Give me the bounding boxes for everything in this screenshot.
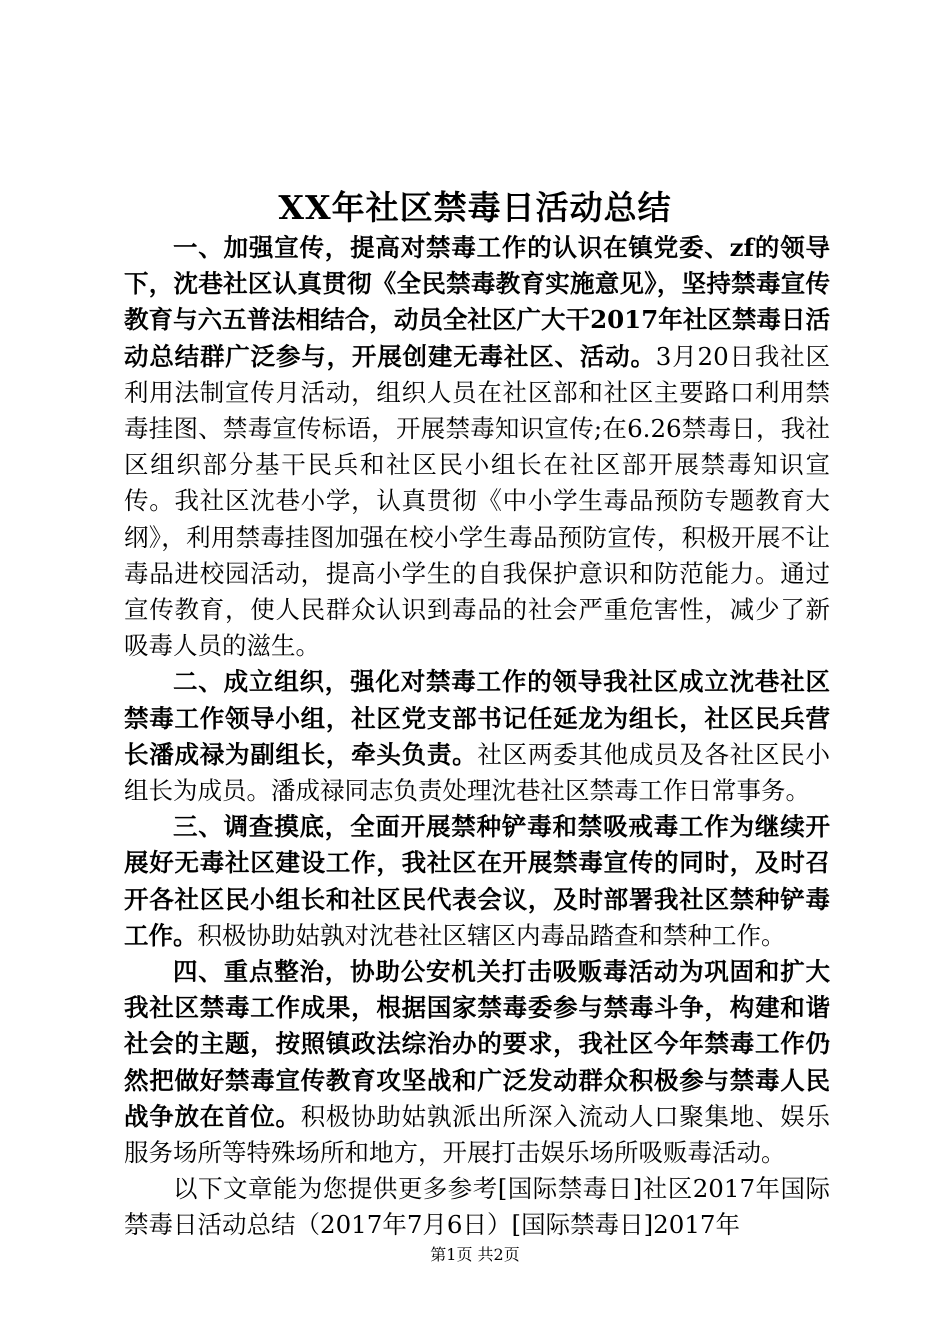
paragraph-4-text: 积极协助姑孰派出所深入流动人口聚集地、娱乐服务场所等特殊场所和地方，开展打击娱乐场所吸贩毒活动。: [124, 1101, 831, 1168]
paragraph-1-text: 3月20日我社区利用法制宣传月活动，组织人员在社区部和社区主要路口利用禁毒挂图、禁毒宣传标语，开展禁毒知识宣传;在6.26禁毒日，我社区组织部分基干民兵和社区民小组长在社区部开展禁毒知识宣传。我社区沈巷小学，认真贯彻《中小学生毒品预防专题教育大纲》，利用禁毒挂图加强在校小学生毒品预防宣传，积极开展不让毒品进校园活动，提高小学生的自我保护意识和防范能力。通过宣传教育，使人民群众认识到毒品的社会严重危害性，减少了新吸毒人员的滋生。: [124, 341, 831, 661]
paragraph-2-text: 社区两委其他成员及各社区民小组长为成员。潘成禄同志负责处理沈巷社区禁毒工作日常事务。: [124, 739, 831, 806]
paragraph-4-lead: 四、重点整治，协助公安机关打击吸贩毒活动为巩固和扩大我社区禁毒工作成果，根据国家禁毒委参与禁毒斗争，构建和谐社会的主题，按照镇政法综治办的要求，我社区今年禁毒工作仍然把做好禁毒宣传教育攻坚战和广泛发动群众积极参与禁毒人民战争放在首位。: [124, 957, 830, 1131]
paragraph-5: [124, 1171, 830, 1243]
paragraph-1: [124, 230, 830, 664]
document-body: [124, 230, 830, 1244]
paragraph-1-lead: 一、加强宣传，提高对禁毒工作的认识在镇党委、zf的领导下，沈巷社区认真贯彻《全民禁毒教育实施意见》，坚持禁毒宣传教育与六五普法相结合，动员全社区广大干2017年社区禁毒日活动总结群广泛参与，开展创建无毒社区、活动。: [124, 233, 830, 371]
paragraph-3-text: 积极协助姑孰对沈巷社区辖区内毒品踏查和禁种工作。: [197, 920, 786, 950]
paragraph-4: [124, 954, 830, 1171]
paragraph-2-lead: 二、成立组织，强化对禁毒工作的领导我社区成立沈巷社区禁毒工作领导小组，社区党支部书记任延龙为组长，社区民兵营长潘成禄为副组长，牵头负责。: [124, 667, 830, 769]
page-number-footer: 第1页 共2页: [430, 1245, 520, 1264]
paragraph-2: [124, 664, 830, 809]
paragraph-3: [124, 809, 830, 954]
paragraph-5-text: 以下文章能为您提供更多参考[国际禁毒日]社区2017年国际禁毒日活动总结（2017年7月6日）[国际禁毒日]2017年: [124, 1174, 830, 1240]
paragraph-3-lead: 三、调查摸底，全面开展禁种铲毒和禁吸戒毒工作为继续开展好无毒社区建设工作，我社区在开展禁毒宣传的同时，及时召开各社区民小组长和社区民代表会议，及时部署我社区禁种铲毒工作。: [124, 812, 830, 950]
document-title: XX年社区禁毒日活动总结: [278, 188, 672, 227]
